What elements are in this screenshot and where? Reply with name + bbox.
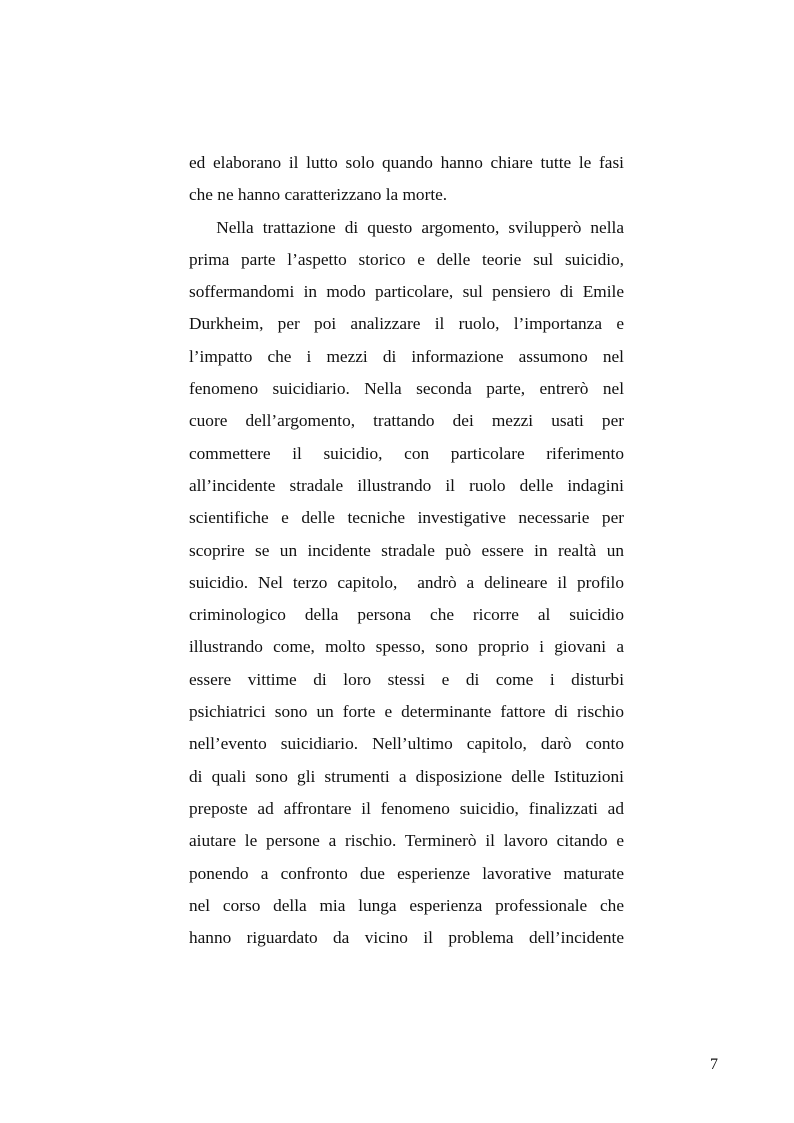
text-line: essere vittime di loro stessi e di come i disturbi: [189, 669, 624, 689]
text-line: commettere il suicidio, con particolare riferimento: [189, 443, 624, 463]
text-line: Nella trattazione di questo argomento, svilupperò nella: [189, 217, 624, 237]
page-number: 7: [710, 1056, 718, 1073]
text-line: Durkheim, per poi analizzare il ruolo, l’importanza e: [189, 314, 624, 334]
text-line: illustrando come, molto spesso, sono proprio i giovani a: [189, 637, 624, 657]
text-line: psichiatrici sono un forte e determinante fattore di rischio: [189, 702, 624, 722]
text-line: nell’evento suicidiario. Nell’ultimo capitolo, darò conto: [189, 734, 624, 754]
text-line: suicidio. Nel terzo capitolo, andrò a delineare il profilo: [189, 572, 624, 592]
text-line: aiutare le persone a rischio. Terminerò il lavoro citando e: [189, 831, 624, 851]
text-line: hanno riguardato da vicino il problema dell’incidente: [189, 928, 624, 948]
text-line: scoprire se un incidente stradale può essere in realtà un: [189, 540, 624, 560]
text-line: preposte ad affrontare il fenomeno suicidio, finalizzati ad: [189, 798, 624, 818]
body-text: [189, 147, 624, 954]
text-line: soffermandomi in modo particolare, sul pensiero di Emile: [189, 282, 624, 302]
text-line: che ne hanno caratterizzano la morte.: [189, 185, 448, 205]
text-line: ed elaborano il lutto solo quando hanno chiare tutte le fasi: [189, 153, 624, 172]
text-line: di quali sono gli strumenti a disposizione delle Istituzioni: [189, 766, 624, 786]
text-line: ponendo a confronto due esperienze lavorative maturate: [189, 863, 624, 883]
text-line: scientifiche e delle tecniche investigative necessarie per: [189, 508, 624, 528]
text-line: all’incidente stradale illustrando il ruolo delle indagini: [189, 475, 624, 495]
text-line: nel corso della mia lunga esperienza professionale che: [189, 895, 624, 915]
text-line: fenomeno suicidiario. Nella seconda parte, entrerò nel: [189, 379, 624, 399]
text-line: criminologico della persona che ricorre al suicidio: [189, 605, 624, 625]
text-line: l’impatto che i mezzi di informazione assumono nel: [189, 346, 624, 366]
text-line: prima parte l’aspetto storico e delle teorie sul suicidio,: [189, 249, 624, 269]
text-line: cuore dell’argomento, trattando dei mezzi usati per: [189, 411, 624, 431]
